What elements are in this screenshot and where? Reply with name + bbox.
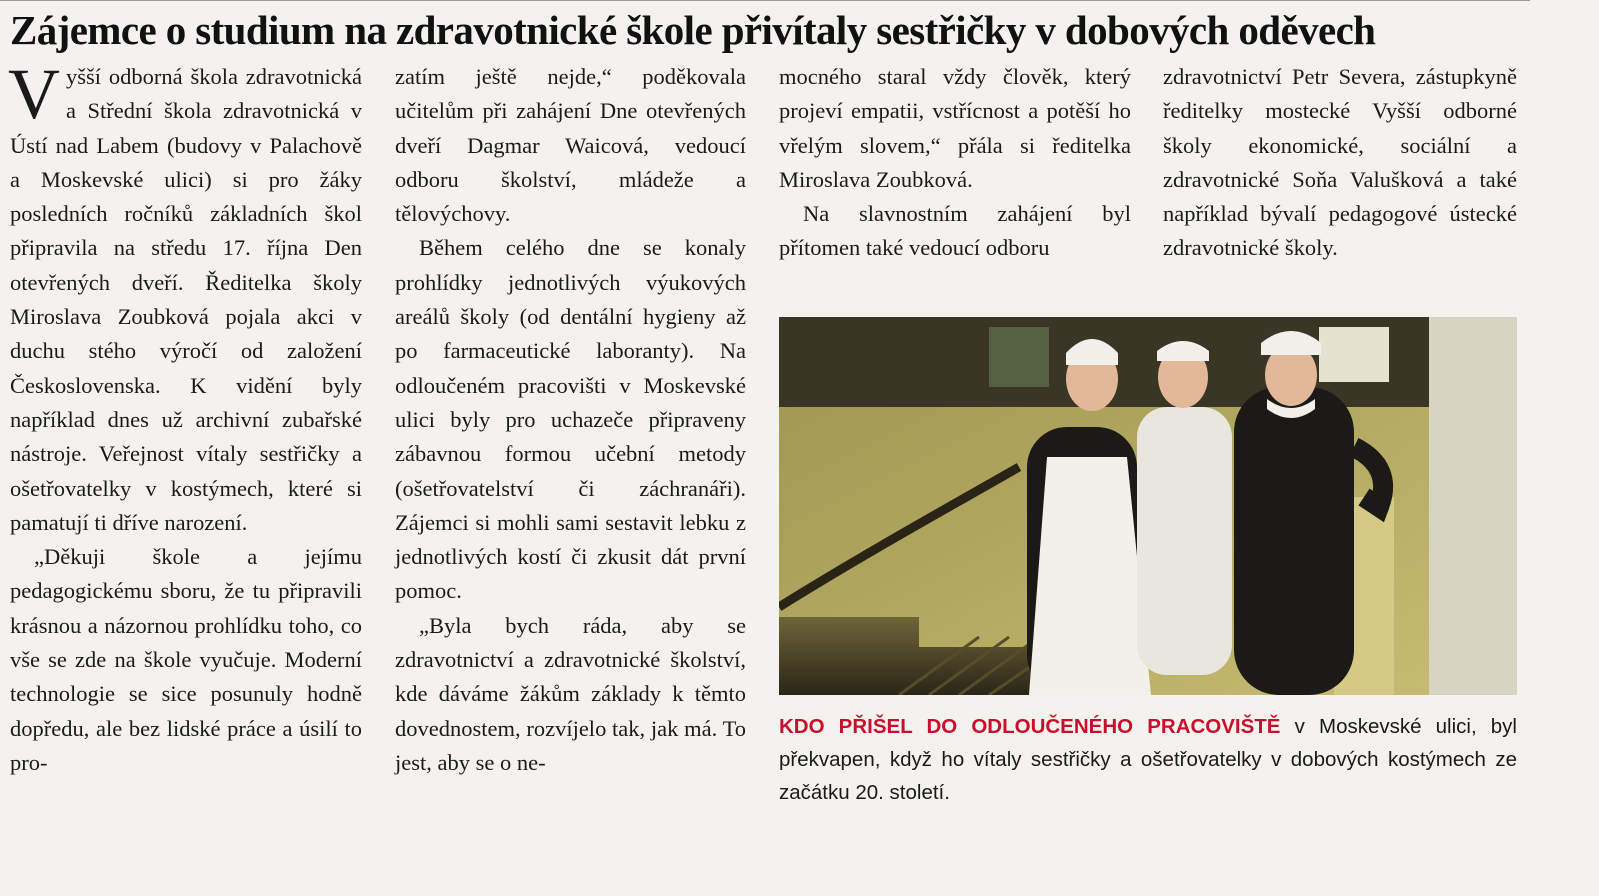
- caption-lead: KDO PŘIŠEL DO ODLOUČENÉHO PRACOVIŠTĚ: [779, 715, 1281, 738]
- paragraph-continued: zdravotnictví Petr Severa, zástupkyně ředitelky mostecké Vyšší odborné školy ekonomické, sociální a zdravotnické Soňa Valušková a také například bývalí pedagogové ústecké zdravotnické školy.: [1163, 64, 1517, 261]
- paragraph-2: „Děkuji škole a jejímu pedagogickému sboru, že tu připravili krásnou a názornou prohlídku toho, co vše se zde na škole vyučuje. Moderní technologie se sice posunuly hodně dopředu, ale bez lidské práce a úsilí to pro-: [10, 544, 362, 775]
- photo-illustration: [779, 317, 1517, 695]
- paragraph-continued: zatím ještě nejde,“ poděkovala učitelům při zahájení Dne otevřených dveří Dagmar Waicová, vedoucí odboru školství, mládeže a tělovýchovy.: [395, 64, 746, 227]
- article-photo: [779, 317, 1517, 695]
- photo-sign: [989, 327, 1049, 387]
- paragraph-4: „Byla bych ráda, aby se zdravotnictví a zdravotnické školství, kde dáváme žákům základy k těmto dovednostem, rozvíjelo tak, jak má. To jest, aby se o ne-: [395, 612, 746, 775]
- paragraph-5: Na slavnostním zahájení byl přítomen také vedoucí odboru: [779, 201, 1131, 261]
- photo-caption: [779, 710, 1517, 809]
- photo-upper-wall: [779, 317, 1517, 407]
- caption-text: v Moskevské ulici, byl překvapen, když ho vítaly sestřičky a ošetřovatelky v dobových kostýmech ze začátku 20. století.: [779, 715, 1517, 804]
- paragraph-3: Během celého dne se konaly prohlídky jednotlivých výukových areálů školy (od dentální hygieny až po farmaceutické laboranty). Na odloučeném pracovišti v Moskevské ulici byly pro uchazeče připraveny zábavnou formou učební metody (ošetřovatelství či záchranáři). Zájemci si mohli sami sestavit lebku z jednotlivých kostí či zkusit dát první pomoc.: [395, 235, 746, 604]
- drop-cap: V: [8, 54, 60, 134]
- article-column-4: [1163, 60, 1517, 266]
- article-column-2: [395, 60, 746, 780]
- photo-doorframe: [1429, 317, 1517, 695]
- paragraph-1: [8, 54, 362, 540]
- paragraph-text: yšší odborná škola zdravotnická a Střední škola zdravotnická v Ústí nad Labem (budovy v Palachově a Moskevské ulici) si pro žáky posledních ročníků základních škol připravila na středu 17. října Den otevřených dveří. Ředitelka školy Miroslava Zoubková pojala akci v duchu stého výročí od založení Československa. K vidění byly například dnes už archivní zubařské nástroje. Veřejnost vítaly sestřičky a ošetřovatelky v kostýmech, které si pamatují ti dříve narození.: [10, 64, 362, 535]
- article-headline: Zájemce o studium na zdravotnické škole přivítaly sestřičky v dobových oděvech: [10, 7, 1376, 53]
- photo-notice: [1319, 327, 1389, 382]
- article-column-1: [8, 54, 362, 780]
- article-column-3: [779, 60, 1131, 266]
- top-rule: [0, 0, 1530, 1]
- paragraph-continued: mocného staral vždy člověk, který projeví empatii, vstřícnost a potěší ho vřelým slovem,“ přála si ředitelka Miroslava Zoubková.: [779, 64, 1131, 192]
